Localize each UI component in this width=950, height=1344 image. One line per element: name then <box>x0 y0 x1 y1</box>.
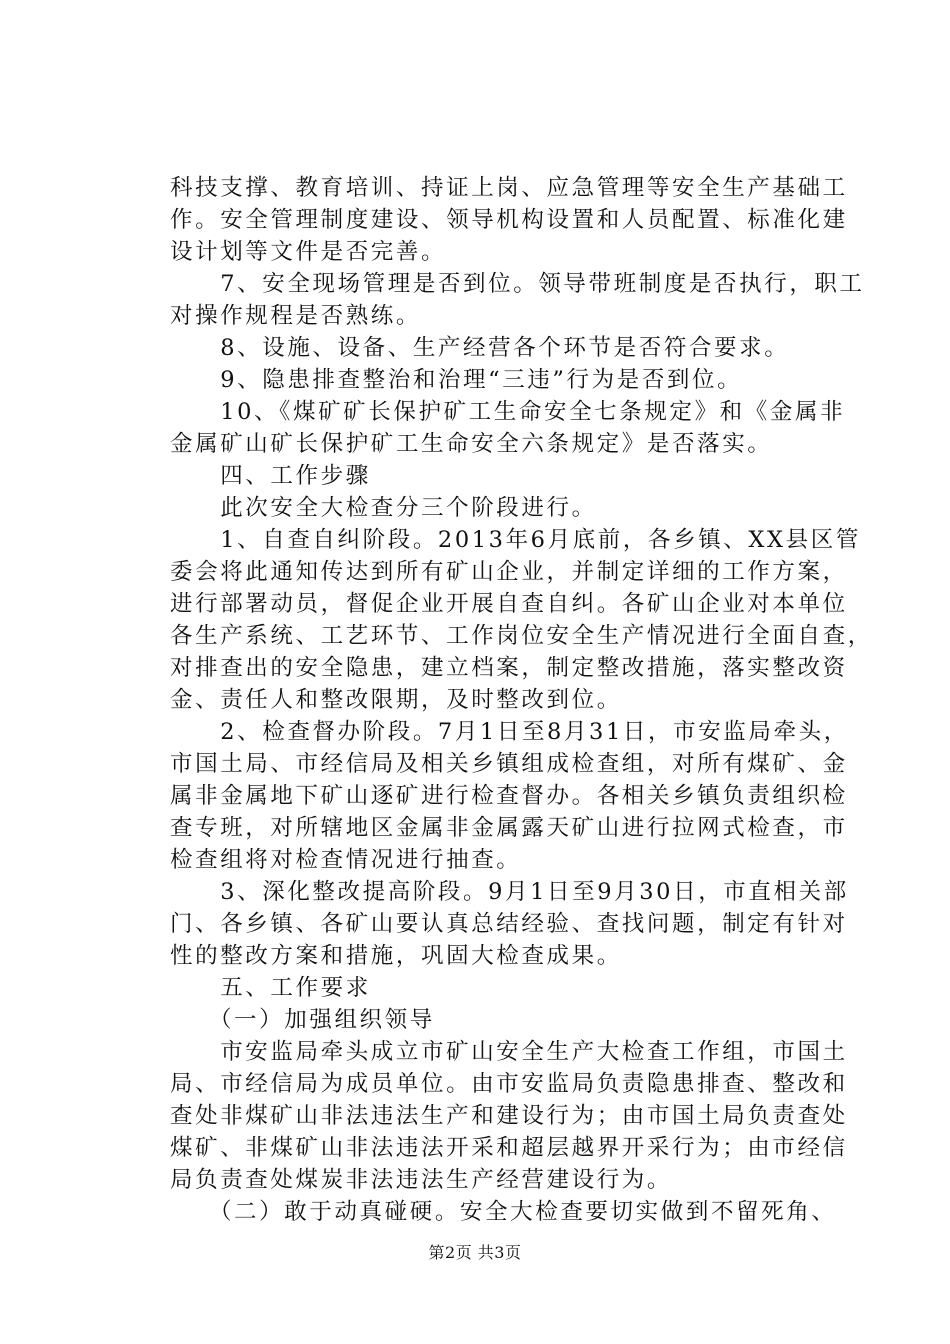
document-body <box>170 172 873 1228</box>
page-number-footer: 第2页 共3页 <box>428 1243 522 1262</box>
text-line: 各生产系统、工艺环节、工作岗位安全生产情况进行全面自查， <box>170 623 873 649</box>
section-heading: 四、工作步骤 <box>170 463 371 489</box>
text-line: 门、各乡镇、各矿山要认真总结经验、查找问题，制定有针对 <box>170 911 848 937</box>
text-line: 委会将此通知传达到所有矿山企业，并制定详细的工作方案， <box>170 559 848 585</box>
text-line: 金、责任人和整改限期，及时整改到位。 <box>170 687 622 713</box>
text-line: 此次安全大检查分三个阶段进行。 <box>170 495 597 521</box>
text-line: 2、检查督办阶段。7月1日至8月31日，市安监局牵头， <box>170 719 849 745</box>
text-line: 煤矿、非煤矿山非法违法开采和超层越界开采行为；由市经信 <box>170 1135 848 1161</box>
text-line: （二）敢于动真碰硬。安全大检查要切实做到不留死角、 <box>170 1199 837 1225</box>
text-line: 10、《煤矿矿长保护矿工生命安全七条规定》和《金属非 <box>170 399 846 425</box>
text-line: 市国土局、市经信局及相关乡镇组成检查组，对所有煤矿、金 <box>170 751 848 777</box>
text-line: 检查组将对检查情况进行抽查。 <box>170 847 522 873</box>
text-line: 9、隐患排查整治和治理“三违”行为是否到位。 <box>170 367 743 393</box>
text-line: 1、自查自纠阶段。2013年6月底前，各乡镇、XX县区管 <box>170 527 861 553</box>
text-line: 7、安全现场管理是否到位。领导带班制度是否执行，职工 <box>170 271 865 297</box>
text-line: 设计划等文件是否完善。 <box>170 239 447 265</box>
subsection-heading: （一）加强组织领导 <box>170 1007 435 1033</box>
text-line: 属非金属地下矿山逐矿进行检查督办。各相关乡镇负责组织检 <box>170 783 848 809</box>
text-line: 8、设施、设备、生产经营各个环节是否符合要求。 <box>170 335 790 361</box>
text-line: 性的整改方案和措施，巩固大检查成果。 <box>170 943 622 969</box>
text-line: 金属矿山矿长保护矿工生命安全六条规定》是否落实。 <box>170 431 773 457</box>
text-line: 查处非煤矿山非法违法生产和建设行为；由市国土局负责查处 <box>170 1103 848 1129</box>
text-line: 3、深化整改提高阶段。9月1日至9月30日，市直相关部 <box>170 879 849 905</box>
section-heading: 五、工作要求 <box>170 975 371 1001</box>
text-line: 科技支撑、教育培训、持证上岗、应急管理等安全生产基础工 <box>170 175 848 201</box>
text-line: 对排查出的安全隐患，建立档案，制定整改措施，落实整改资 <box>170 655 848 681</box>
text-line: 查专班，对所辖地区金属非金属露天矿山进行拉网式检查，市 <box>170 815 848 841</box>
text-line: 局负责查处煤炭非法违法生产经营建设行为。 <box>170 1167 673 1193</box>
text-line: 作。安全管理制度建设、领导机构设置和人员配置、标准化建 <box>170 207 848 233</box>
text-line: 局、市经信局为成员单位。由市安监局负责隐患排查、整改和 <box>170 1071 848 1097</box>
text-line: 市安监局牵头成立市矿山安全生产大检查工作组，市国土 <box>170 1039 848 1065</box>
text-line: 对操作规程是否熟练。 <box>170 303 422 329</box>
text-line: 进行部署动员，督促企业开展自查自纠。各矿山企业对本单位 <box>170 591 848 617</box>
